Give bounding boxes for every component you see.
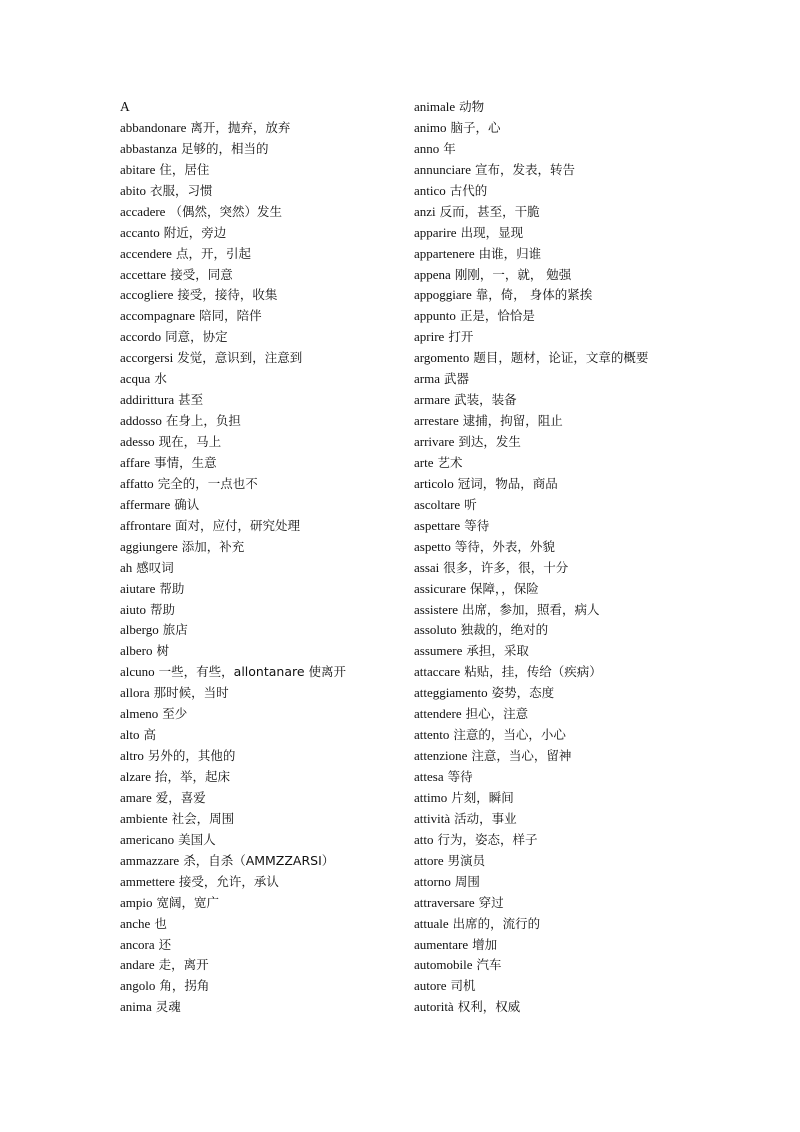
italian-word: attaccare [414,664,461,680]
italian-word: appunto [414,308,456,324]
vocab-entry [414,432,704,453]
italian-word: albero [120,643,153,659]
vocab-entry [414,306,704,327]
vocab-entry [120,830,400,851]
vocab-entry [414,976,704,997]
italian-word: attento [414,727,450,743]
chinese-gloss: 行为，姿态，样子 [437,831,538,847]
chinese-gloss: 注意，当心，留神 [471,748,572,764]
vocab-entry [414,285,704,306]
italian-word: ammettere [120,873,175,889]
vocab-entry [120,976,400,997]
italian-word: arma [414,371,440,387]
italian-word: abbandonare [120,119,187,135]
italian-word: attore [414,852,444,868]
vocab-entry [414,600,704,621]
chinese-gloss: 汽车 [476,957,502,973]
vocab-entry [120,474,400,495]
chinese-gloss: 住，居住 [159,161,210,177]
vocab-entry [120,516,400,537]
chinese-gloss: 穿过 [478,894,504,910]
vocab-entry [414,139,704,160]
vocab-entry [120,725,400,746]
italian-word: assai [414,559,440,575]
italian-word: aggiungere [120,538,178,554]
chinese-gloss: 接受，接待，收集 [177,287,278,303]
vocab-entry [120,935,400,956]
vocab-entry [414,97,704,118]
chinese-gloss: 等待，外表，外貌 [454,538,555,554]
chinese-gloss: 爱，喜爱 [155,789,206,805]
italian-word: americano [120,831,175,847]
italian-word: appoggiare [414,287,472,303]
chinese-gloss: 打开 [448,329,474,345]
italian-word: armare [414,392,451,408]
italian-word: annunciare [414,161,472,177]
vocab-entry [120,327,400,348]
vocab-entry [120,851,400,872]
italian-word: aiuto [120,601,146,617]
chinese-gloss: 另外的，其他的 [147,748,236,764]
vocab-entry [120,872,400,893]
vocab-entry [414,202,704,223]
vocab-entry [414,704,704,725]
chinese-gloss: 宣布，发表，转告 [475,161,576,177]
vocab-entry [120,181,400,202]
vocab-entry [120,265,400,286]
italian-word: anima [120,999,152,1015]
vocab-entry [414,746,704,767]
chinese-gloss: 正是，恰恰是 [459,308,535,324]
chinese-gloss: 男演员 [447,852,486,868]
vocab-entry [120,662,400,683]
italian-word: anzi [414,203,436,219]
vocab-entry [414,516,704,537]
chinese-gloss: 美国人 [178,831,216,847]
chinese-gloss: 离开，抛弃，放弃 [190,119,291,135]
chinese-gloss: 反而，甚至，干脆 [439,203,540,219]
vocab-entry [120,160,400,181]
chinese-gloss: 武装，装备 [454,392,517,408]
vocab-entry [120,704,400,725]
vocab-entry [414,872,704,893]
italian-word: affermare [120,496,171,512]
italian-word: attimo [414,789,448,805]
vocab-entry [414,683,704,704]
italian-word: accompagnare [120,308,196,324]
italian-word: atteggiamento [414,685,488,701]
vocab-entry [414,223,704,244]
italian-word: arte [414,454,434,470]
vocab-entry [414,935,704,956]
vocab-entry [120,244,400,265]
chinese-gloss: 足够的，相当的 [181,140,269,156]
italian-word: amare [120,789,152,805]
chinese-gloss: 独裁的，绝对的 [460,622,549,638]
italian-word: aiutare [120,580,156,596]
chinese-gloss: 动物 [459,99,485,114]
vocab-entry [414,558,704,579]
italian-word: assicurare [414,580,466,596]
italian-word: accorgersi [120,350,174,366]
chinese-gloss: 同意，协定 [165,329,228,345]
chinese-gloss: 题目，题材，论证，文章的概要 [473,350,649,366]
italian-word: acqua [120,371,151,387]
chinese-gloss: 出席，参加，照看，病人 [462,601,600,617]
italian-word: addirittura [120,392,175,408]
italian-word: aspetto [414,538,451,554]
chinese-gloss: 接受，允许，承认 [178,873,279,889]
chinese-gloss: 衣服，习惯 [150,182,213,198]
chinese-gloss: （偶然，突然）发生 [169,203,282,219]
chinese-gloss: 感叹词 [136,559,174,575]
vocab-entry [414,767,704,788]
vocab-entry [120,537,400,558]
chinese-gloss: 注意的，当心，小心 [453,727,566,743]
chinese-gloss: 年 [443,140,456,156]
italian-word: apparire [414,224,457,240]
vocab-entry [120,411,400,432]
section-letter-heading: A [120,99,130,114]
chinese-gloss: 姿势，态度 [491,685,555,701]
italian-word: abito [120,182,146,198]
vocab-entry [120,432,400,453]
vocab-entry [120,453,400,474]
chinese-gloss: 冠词，物品，商品 [457,475,558,491]
chinese-gloss: 陪同，陪伴 [199,308,262,324]
vocab-entry [414,160,704,181]
italian-word: ascoltare [414,496,461,512]
italian-word: automobile [414,957,473,973]
italian-word: ancora [120,936,155,952]
italian-word: attendere [414,706,462,722]
chinese-gloss: 添加，补充 [181,538,245,554]
chinese-gloss: 司机 [450,978,476,994]
chinese-gloss: 权利，权威 [457,999,521,1015]
chinese-gloss: 粘贴，挂，传给（疾病） [464,664,602,680]
italian-word: articolo [414,475,454,491]
italian-word: attesa [414,769,444,784]
chinese-gloss: 杀，自杀（AMMZZARSI） [183,852,335,868]
vocab-entry [414,893,704,914]
vocab-entry [120,369,400,390]
italian-word: accadere [120,203,166,219]
vocab-entry [120,285,400,306]
italian-word: almeno [120,706,159,722]
italian-word: assoluto [414,622,457,638]
italian-word: appartenere [414,245,475,261]
italian-word: abitare [120,161,156,177]
italian-word: affare [120,454,151,470]
italian-word: arrestare [414,413,459,429]
vocab-entry [120,809,400,830]
vocab-entry [120,139,400,160]
chinese-gloss: 还 [158,936,172,952]
chinese-gloss: 片刻，瞬间 [451,789,514,805]
chinese-gloss: 接受，同意 [170,266,233,282]
vocab-entry [414,851,704,872]
vocab-entry [414,244,704,265]
chinese-gloss: 保障，，保险 [469,580,539,596]
chinese-gloss: 水 [154,371,167,387]
chinese-gloss: 完全的，一点也不 [157,475,258,491]
vocab-entry [120,558,400,579]
italian-word: appena [414,266,451,282]
chinese-gloss: 发觉，意识到，注意到 [177,350,303,366]
italian-word: antico [414,182,446,198]
vocab-entry [414,348,704,369]
vocab-entry [414,579,704,600]
chinese-gloss: 树 [156,643,169,659]
chinese-gloss: 确认 [174,496,200,512]
vocab-entry [120,600,400,621]
vocab-entry [120,683,400,704]
italian-word: argomento [414,350,470,366]
italian-word: attraversare [414,894,475,910]
vocab-entry [414,537,704,558]
chinese-gloss: 担心，注意 [465,706,529,722]
vocab-entry [414,474,704,495]
vocab-entry [414,118,704,139]
chinese-gloss: 承担，采取 [466,643,529,659]
italian-word: autorità [414,999,454,1015]
chinese-gloss: 点，开，引起 [175,245,251,261]
italian-word: ampio [120,894,153,910]
chinese-gloss: 等待 [464,517,490,533]
vocab-entry [120,746,400,767]
chinese-gloss: 社会，周围 [171,810,235,826]
chinese-gloss: 那时候，当时 [153,685,229,701]
italian-word: attenzione [414,748,468,764]
vocab-entry [414,265,704,286]
vocab-entry [414,369,704,390]
vocab-entry [120,997,400,1018]
italian-word: anche [120,915,151,931]
chinese-gloss: 现在，马上 [158,434,222,449]
chinese-gloss: 事情，生意 [154,454,217,470]
vocab-entry [120,641,400,662]
italian-word: alzare [120,769,152,784]
chinese-gloss: 附近，旁边 [163,224,227,240]
italian-word: attività [414,810,451,826]
italian-word: abbastanza [120,140,178,156]
chinese-gloss: 至少 [162,706,188,722]
vocab-entry [414,181,704,202]
chinese-gloss: 古代的 [449,182,488,198]
chinese-gloss: 听 [464,496,477,512]
chinese-gloss: 等待 [447,769,473,784]
vocab-entry [414,620,704,641]
italian-word: arrivare [414,434,455,449]
italian-word: attuale [414,915,449,931]
italian-word: aumentare [414,936,469,952]
vocab-entry [120,788,400,809]
chinese-gloss: 出现，显现 [460,224,524,240]
chinese-gloss: 在身上，负担 [165,413,241,429]
chinese-gloss: 很多，许多，很，十分 [443,559,569,575]
vocab-entry [120,202,400,223]
italian-word: andare [120,957,155,973]
italian-word: ammazzare [120,852,180,868]
chinese-gloss: 抬，举，起床 [155,769,231,784]
chinese-gloss: 帮助 [150,601,176,617]
italian-word: affrontare [120,517,172,533]
chinese-gloss: 武器 [443,371,469,387]
vocab-entry [414,809,704,830]
vocab-entry [120,390,400,411]
chinese-gloss: 也 [154,915,167,931]
vocab-entry [120,914,400,935]
italian-word: aprire [414,329,445,345]
chinese-gloss: 宽阔，宽广 [156,894,220,910]
italian-word: albergo [120,622,159,638]
italian-word: ah [120,559,133,575]
italian-word: alto [120,727,140,743]
vocab-entry [414,830,704,851]
vocab-entry [120,223,400,244]
vocab-entry [414,411,704,432]
chinese-gloss: 由谁，归谁 [478,245,542,261]
chinese-gloss: 帮助 [159,580,185,596]
vocab-entry [120,620,400,641]
vocab-entry [414,641,704,662]
chinese-gloss: 到达，发生 [458,434,521,449]
chinese-gloss: 甚至 [178,392,204,408]
chinese-gloss: 逮捕，拘留，阻止 [462,413,563,429]
chinese-gloss: 角，拐角 [159,978,210,994]
italian-word: adesso [120,434,155,449]
italian-word: ambiente [120,810,168,826]
vocab-entry [414,955,704,976]
chinese-gloss: 走，离开 [158,957,209,973]
vocab-entry [414,662,704,683]
chinese-gloss: 旅店 [162,622,188,638]
italian-word: assumere [414,643,463,659]
vocab-entry [414,725,704,746]
chinese-gloss: 刚刚，一，就， 勉强 [454,266,572,282]
chinese-gloss: 活动，事业 [454,810,517,826]
chinese-gloss: 艺术 [437,454,463,470]
italian-word: animale [414,99,456,114]
vocab-entry [414,914,704,935]
italian-word: angolo [120,978,156,994]
chinese-gloss: 一些，有些，allontanare 使离开 [158,664,347,680]
vocab-entry [120,495,400,516]
vocab-entry [414,327,704,348]
chinese-gloss: 面对，应付，研究处理 [175,517,301,533]
italian-word: accogliere [120,287,174,303]
vocab-entry [120,118,400,139]
chinese-gloss: 灵魂 [155,999,181,1015]
vocab-entry [414,997,704,1018]
vocab-entry [120,579,400,600]
italian-word: anno [414,140,440,156]
right-column [414,97,704,1018]
vocab-entry [414,495,704,516]
vocab-entry [120,767,400,788]
italian-word: accendere [120,245,172,261]
italian-word: assistere [414,601,459,617]
chinese-gloss: 脑子，心 [450,119,501,135]
vocab-entry [414,453,704,474]
vocab-entry [120,306,400,327]
italian-word: atto [414,831,434,847]
italian-word: accanto [120,224,160,240]
vocab-entry [120,893,400,914]
italian-word: alcuno [120,664,155,680]
chinese-gloss: 高 [143,727,157,743]
italian-word: altro [120,748,144,764]
chinese-gloss: 周围 [454,873,480,889]
chinese-gloss: 出席的，流行的 [452,915,541,931]
chinese-gloss: 靠，倚， 身体的紧挨 [475,287,593,303]
chinese-gloss: 增加 [472,936,498,952]
italian-word: affatto [120,475,154,491]
italian-word: animo [414,119,447,135]
vocab-entry [414,390,704,411]
italian-word: allora [120,685,150,701]
vocab-entry [120,955,400,976]
left-column [120,97,400,1018]
italian-word: autore [414,978,447,994]
italian-word: accettare [120,266,167,282]
italian-word: aspettare [414,517,461,533]
vocab-entry [120,348,400,369]
vocab-entry [414,788,704,809]
italian-word: addosso [120,413,162,429]
italian-word: attorno [414,873,451,889]
italian-word: accordo [120,329,162,345]
